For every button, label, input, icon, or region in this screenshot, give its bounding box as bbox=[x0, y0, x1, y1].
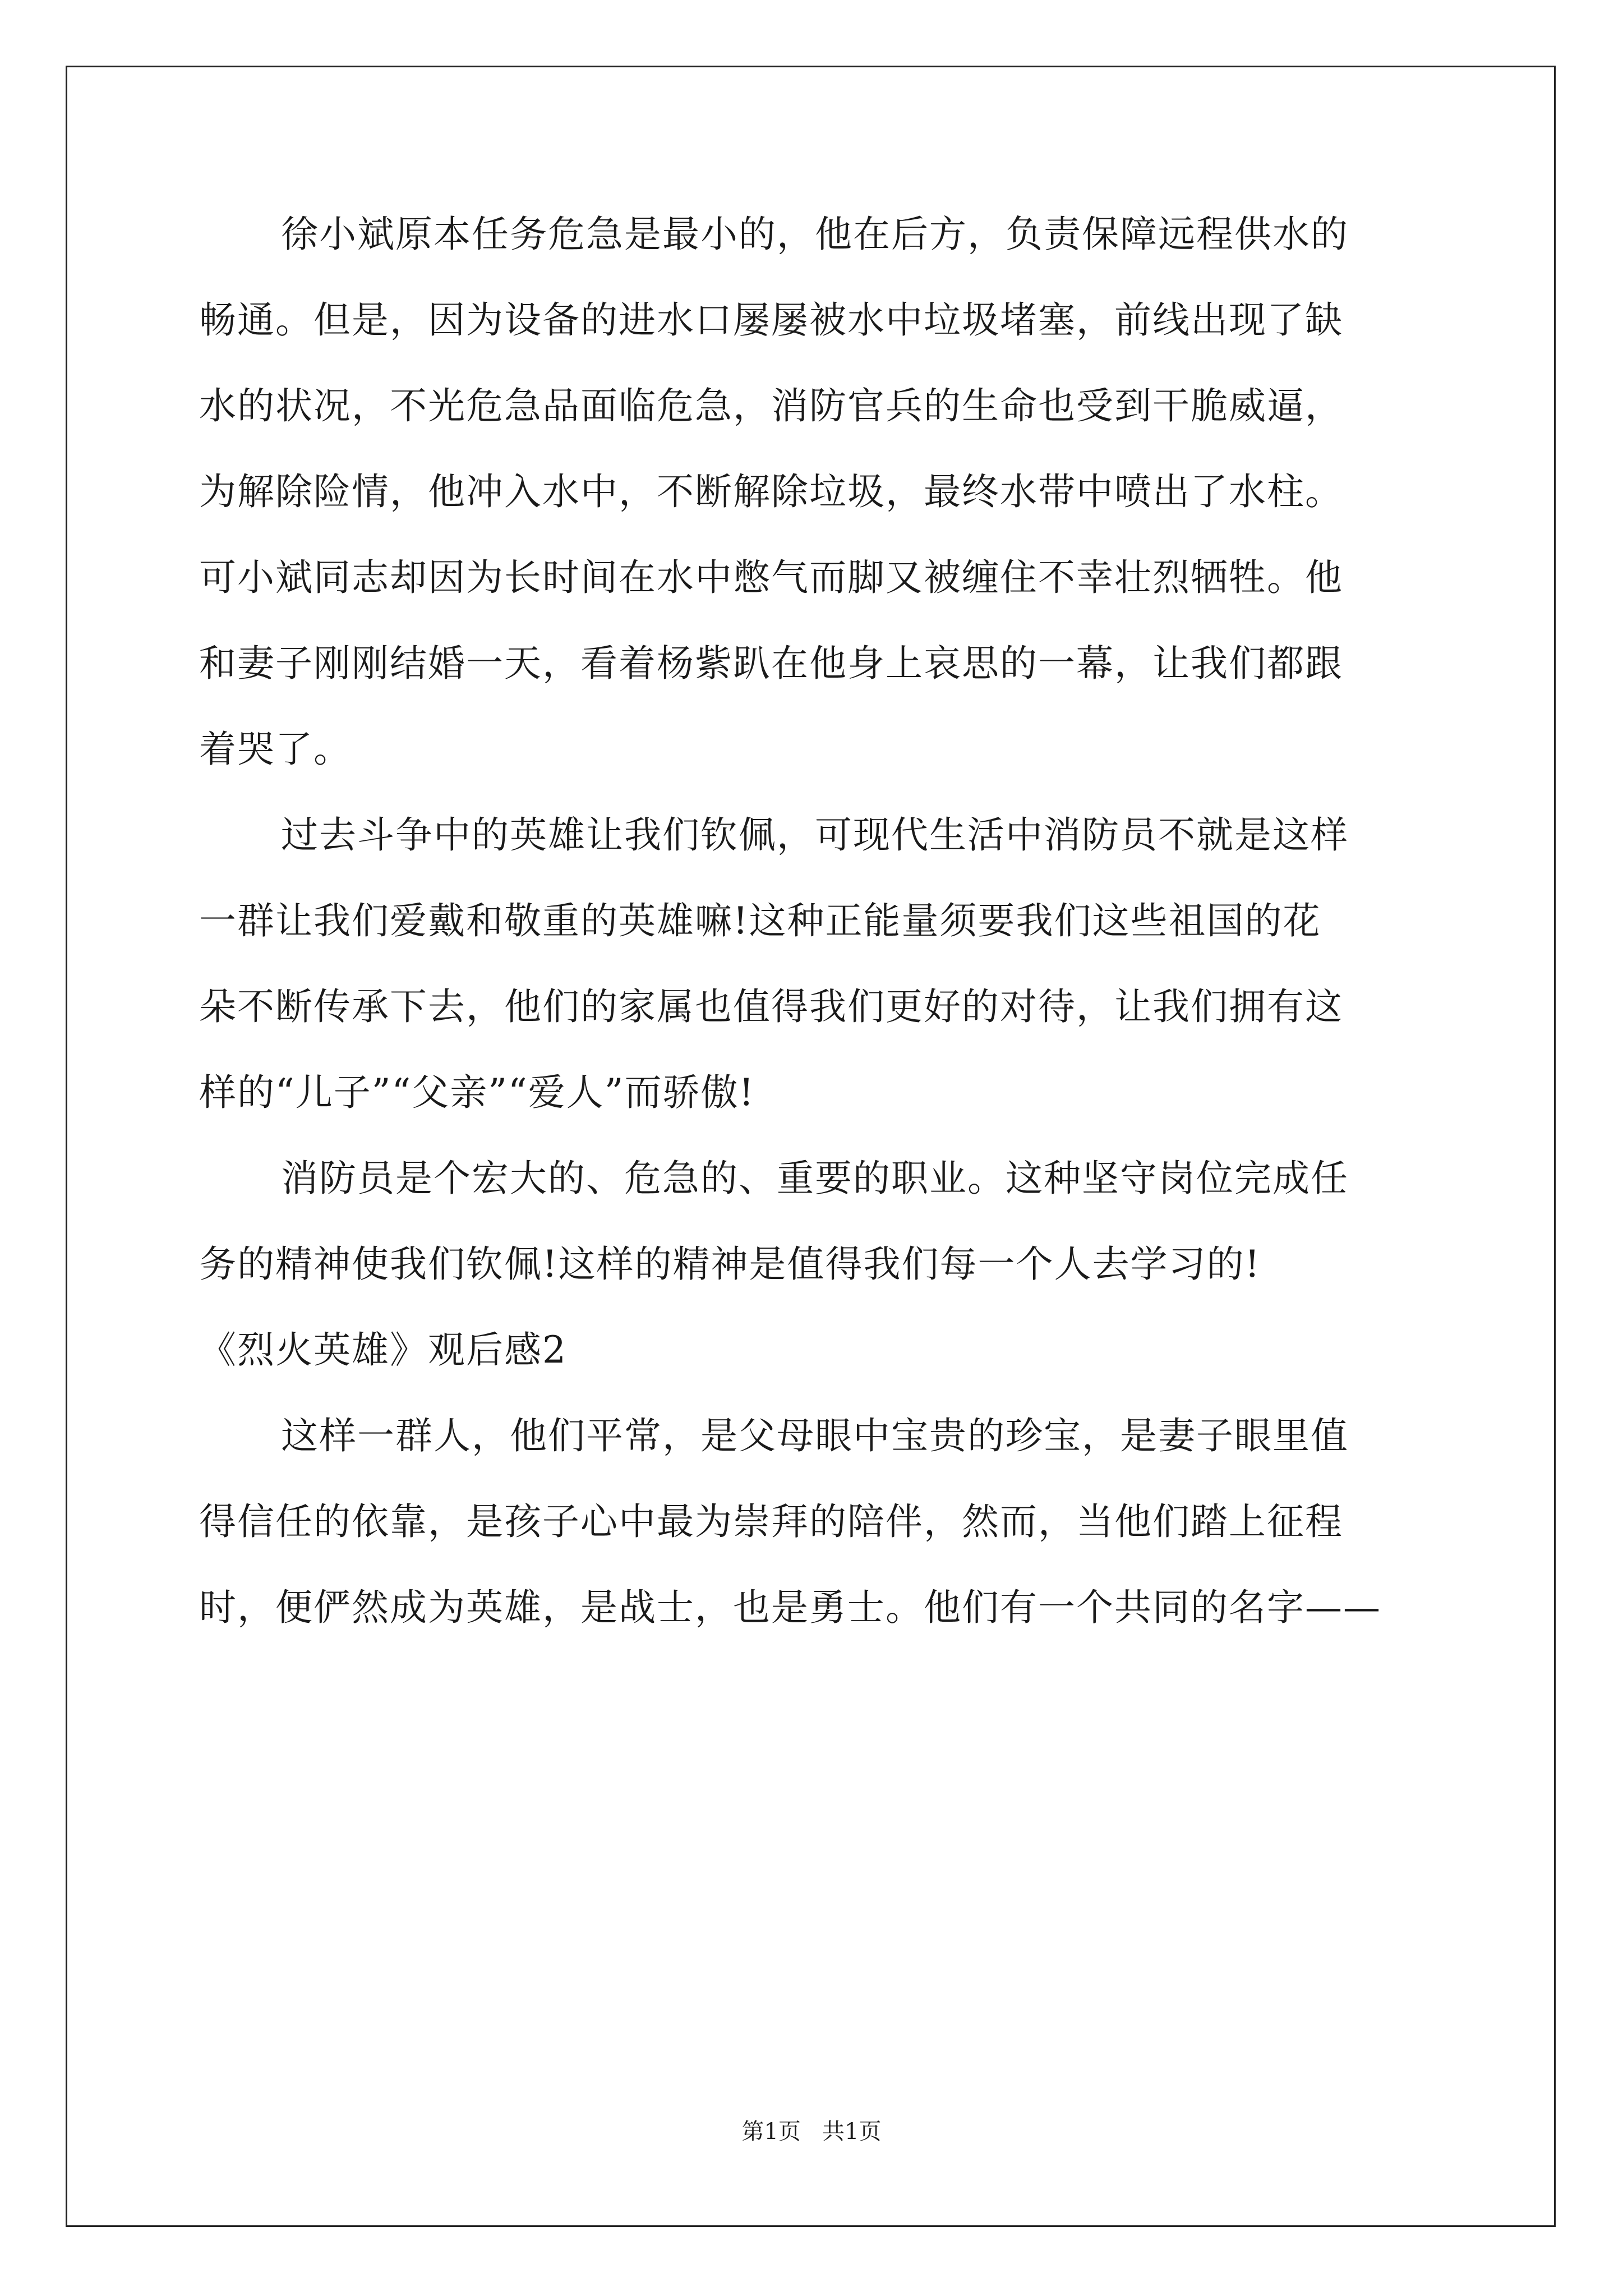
text-line: 过去斗争中的英雄让我们钦佩，可现代生活中消防员不就是这样 bbox=[281, 813, 1349, 857]
text-line: 水的状况，不光危急品面临危急，消防官兵的生命也受到干脆威逼， bbox=[199, 384, 1343, 427]
text-line: 消防员是个宏大的、危急的、重要的职业。这种坚守岗位完成任 bbox=[281, 1157, 1349, 1200]
text-line: 务的精神使我们钦佩!这样的精神是值得我们每一个人去学习的! bbox=[199, 1243, 1261, 1286]
text-line: 和妻子刚刚结婚一天，看着杨紫趴在他身上哀思的一幕，让我们都跟 bbox=[199, 642, 1343, 685]
text-line: 徐小斌原本任务危急是最小的，他在后方，负责保障远程供水的 bbox=[281, 213, 1349, 256]
text-line: 着哭了。 bbox=[199, 728, 352, 771]
text-line: 一群让我们爱戴和敬重的英雄嘛!这种正能量须要我们这些祖国的花 bbox=[199, 899, 1321, 942]
section-heading: 《烈火英雄》观后感2 bbox=[199, 1328, 567, 1372]
text-line: 得信任的依靠，是孩子心中最为崇拜的陪伴，然而，当他们踏上征程 bbox=[199, 1500, 1343, 1543]
text-line: 时，便俨然成为英雄，是战士，也是勇士。他们有一个共同的名字—— bbox=[199, 1586, 1381, 1629]
text-line: 这样一群人，他们平常，是父母眼中宝贵的珍宝，是妻子眼里值 bbox=[281, 1414, 1349, 1457]
text-line: 畅通。但是，因为设备的进水口屡屡被水中垃圾堵塞，前线出现了缺 bbox=[199, 298, 1343, 342]
text-line: 可小斌同志却因为长时间在水中憋气而脚又被缠住不幸壮烈牺牲。他 bbox=[199, 556, 1343, 599]
text-line: 朵不断传承下去，他们的家属也值得我们更好的对待，让我们拥有这 bbox=[199, 985, 1343, 1028]
text-line: 为解除险情，他冲入水中，不断解除垃圾，最终水带中喷出了水柱。 bbox=[199, 470, 1343, 513]
text-line: 样的“儿子”“父亲”“爱人”而骄傲! bbox=[199, 1071, 755, 1114]
page-footer: 第1页 共1页 bbox=[741, 2119, 882, 2145]
